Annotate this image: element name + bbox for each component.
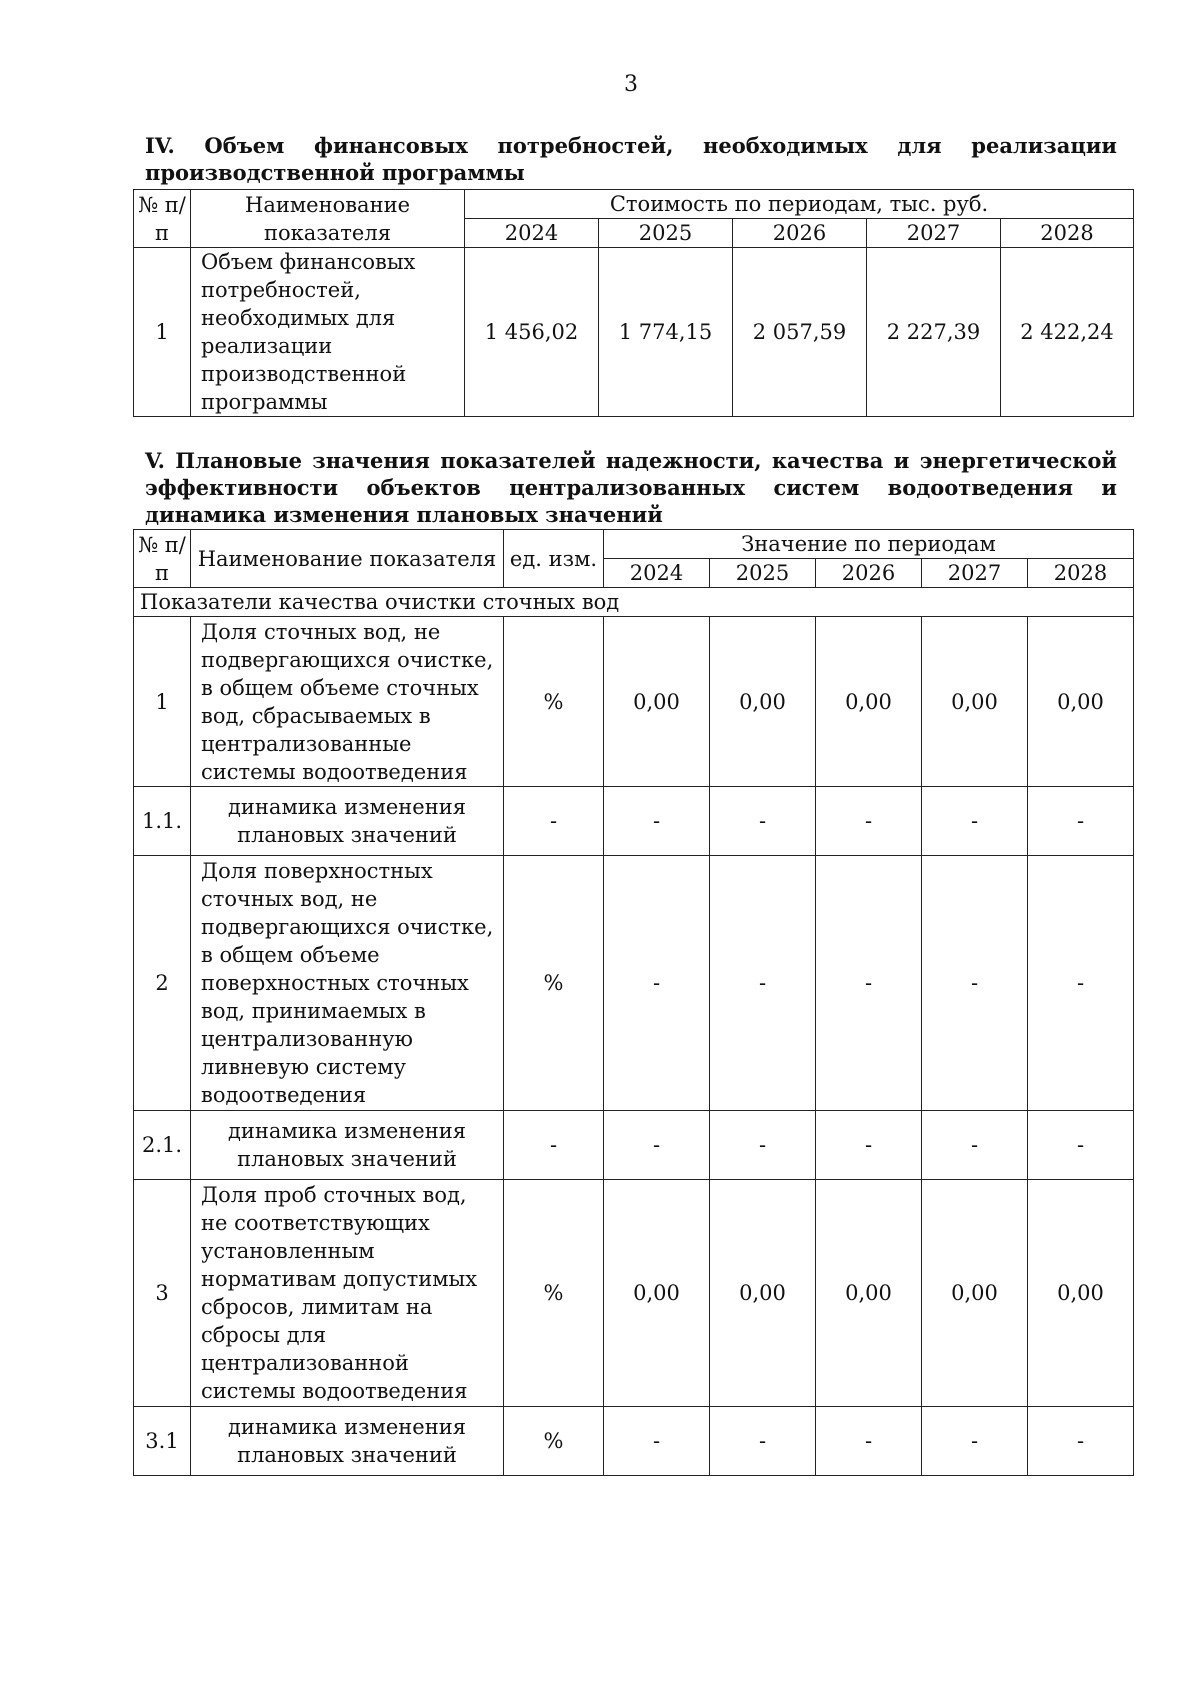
header-year: 2028 [1001,219,1134,248]
row-name: динамика изменения плановых значений [191,787,504,856]
table-row [134,787,1134,856]
row-value: - [816,787,922,856]
header-unit: ед. изм. [504,530,604,588]
row-value: 2 422,24 [1001,248,1134,417]
header-value-by-period: Значение по периодам [604,530,1134,559]
table-row [134,1407,1134,1476]
header-year: 2025 [599,219,733,248]
row-value: - [1028,1111,1134,1180]
row-number: 3 [134,1180,191,1407]
row-value: - [710,856,816,1111]
row-unit: - [504,787,604,856]
page-number: 3 [624,72,638,97]
row-name: Доля поверхностных сточных вод, не подвергающихся очистке, в общем объеме поверхностных сточных вод, принимаемых в централизованную ливневую систему водоотведения [191,856,504,1111]
header-year: 2024 [604,559,710,588]
row-value: 2 227,39 [867,248,1001,417]
row-value: 0,00 [710,617,816,787]
section-4-heading: IV. Объем финансовых потребностей, необходимых для реализации производственной программы [145,133,1117,185]
row-value: - [604,1111,710,1180]
row-value: 0,00 [710,1180,816,1407]
row-value: - [922,856,1028,1111]
row-value: 1 456,02 [465,248,599,417]
table-row [134,617,1134,787]
row-value: 0,00 [604,617,710,787]
row-value: - [604,1407,710,1476]
row-value: 0,00 [922,617,1028,787]
header-cost-by-period: Стоимость по периодам, тыс. руб. [465,190,1134,219]
row-value: 0,00 [604,1180,710,1407]
row-number: 2 [134,856,191,1111]
table-row [134,1111,1134,1180]
row-value: 0,00 [1028,1180,1134,1407]
row-unit: % [504,617,604,787]
row-unit: % [504,1180,604,1407]
row-number: 2.1. [134,1111,191,1180]
row-value: 1 774,15 [599,248,733,417]
row-value: - [604,856,710,1111]
row-number: 3.1 [134,1407,191,1476]
row-value: - [816,1111,922,1180]
group-title: Показатели качества очистки сточных вод [134,588,1134,617]
row-value: - [604,787,710,856]
row-value: - [710,1111,816,1180]
row-value: - [710,1407,816,1476]
section-5-heading: V. Плановые значения показателей надежности, качества и энергетической эффективности объектов централизованных систем водоотведения и динамика изменения плановых значений [145,448,1117,527]
row-value: - [1028,856,1134,1111]
financial-needs-table [133,189,1134,417]
row-value: - [816,856,922,1111]
row-name: динамика изменения плановых значений [191,1111,504,1180]
row-value: - [816,1407,922,1476]
row-name: Доля проб сточных вод, не соответствующих установленным нормативам допустимых сбросов, лимитам на сбросы для централизованной системы водоотведения [191,1180,504,1407]
row-number: 1 [134,248,191,417]
header-year: 2027 [922,559,1028,588]
row-value: - [922,787,1028,856]
row-value: 0,00 [922,1180,1028,1407]
row-value: 0,00 [816,1180,922,1407]
row-unit: - [504,1111,604,1180]
header-number: № п/п [134,530,191,588]
row-unit: % [504,856,604,1111]
header-year: 2027 [867,219,1001,248]
table-row [134,248,1134,417]
header-number: № п/п [134,190,191,248]
row-number: 1 [134,617,191,787]
row-value: - [922,1111,1028,1180]
row-value: 2 057,59 [733,248,867,417]
table-row [134,856,1134,1111]
table-row [134,1180,1134,1407]
row-value: - [710,787,816,856]
header-year: 2026 [733,219,867,248]
row-number: 1.1. [134,787,191,856]
row-value: - [1028,1407,1134,1476]
row-name: Объем финансовых потребностей, необходимых для реализации производственной программы [191,248,465,417]
header-indicator-name: Наименование показателя [191,190,465,248]
row-unit: % [504,1407,604,1476]
row-name: Доля сточных вод, не подвергающихся очистке, в общем объеме сточных вод, сбрасываемых в централизованные системы водоотведения [191,617,504,787]
row-value: - [1028,787,1134,856]
header-year: 2024 [465,219,599,248]
header-year: 2025 [710,559,816,588]
row-value: 0,00 [816,617,922,787]
header-year: 2026 [816,559,922,588]
indicators-table [133,529,1134,1476]
row-name: динамика изменения плановых значений [191,1407,504,1476]
row-value: - [922,1407,1028,1476]
header-year: 2028 [1028,559,1134,588]
header-indicator-name: Наименование показателя [191,530,504,588]
row-value: 0,00 [1028,617,1134,787]
